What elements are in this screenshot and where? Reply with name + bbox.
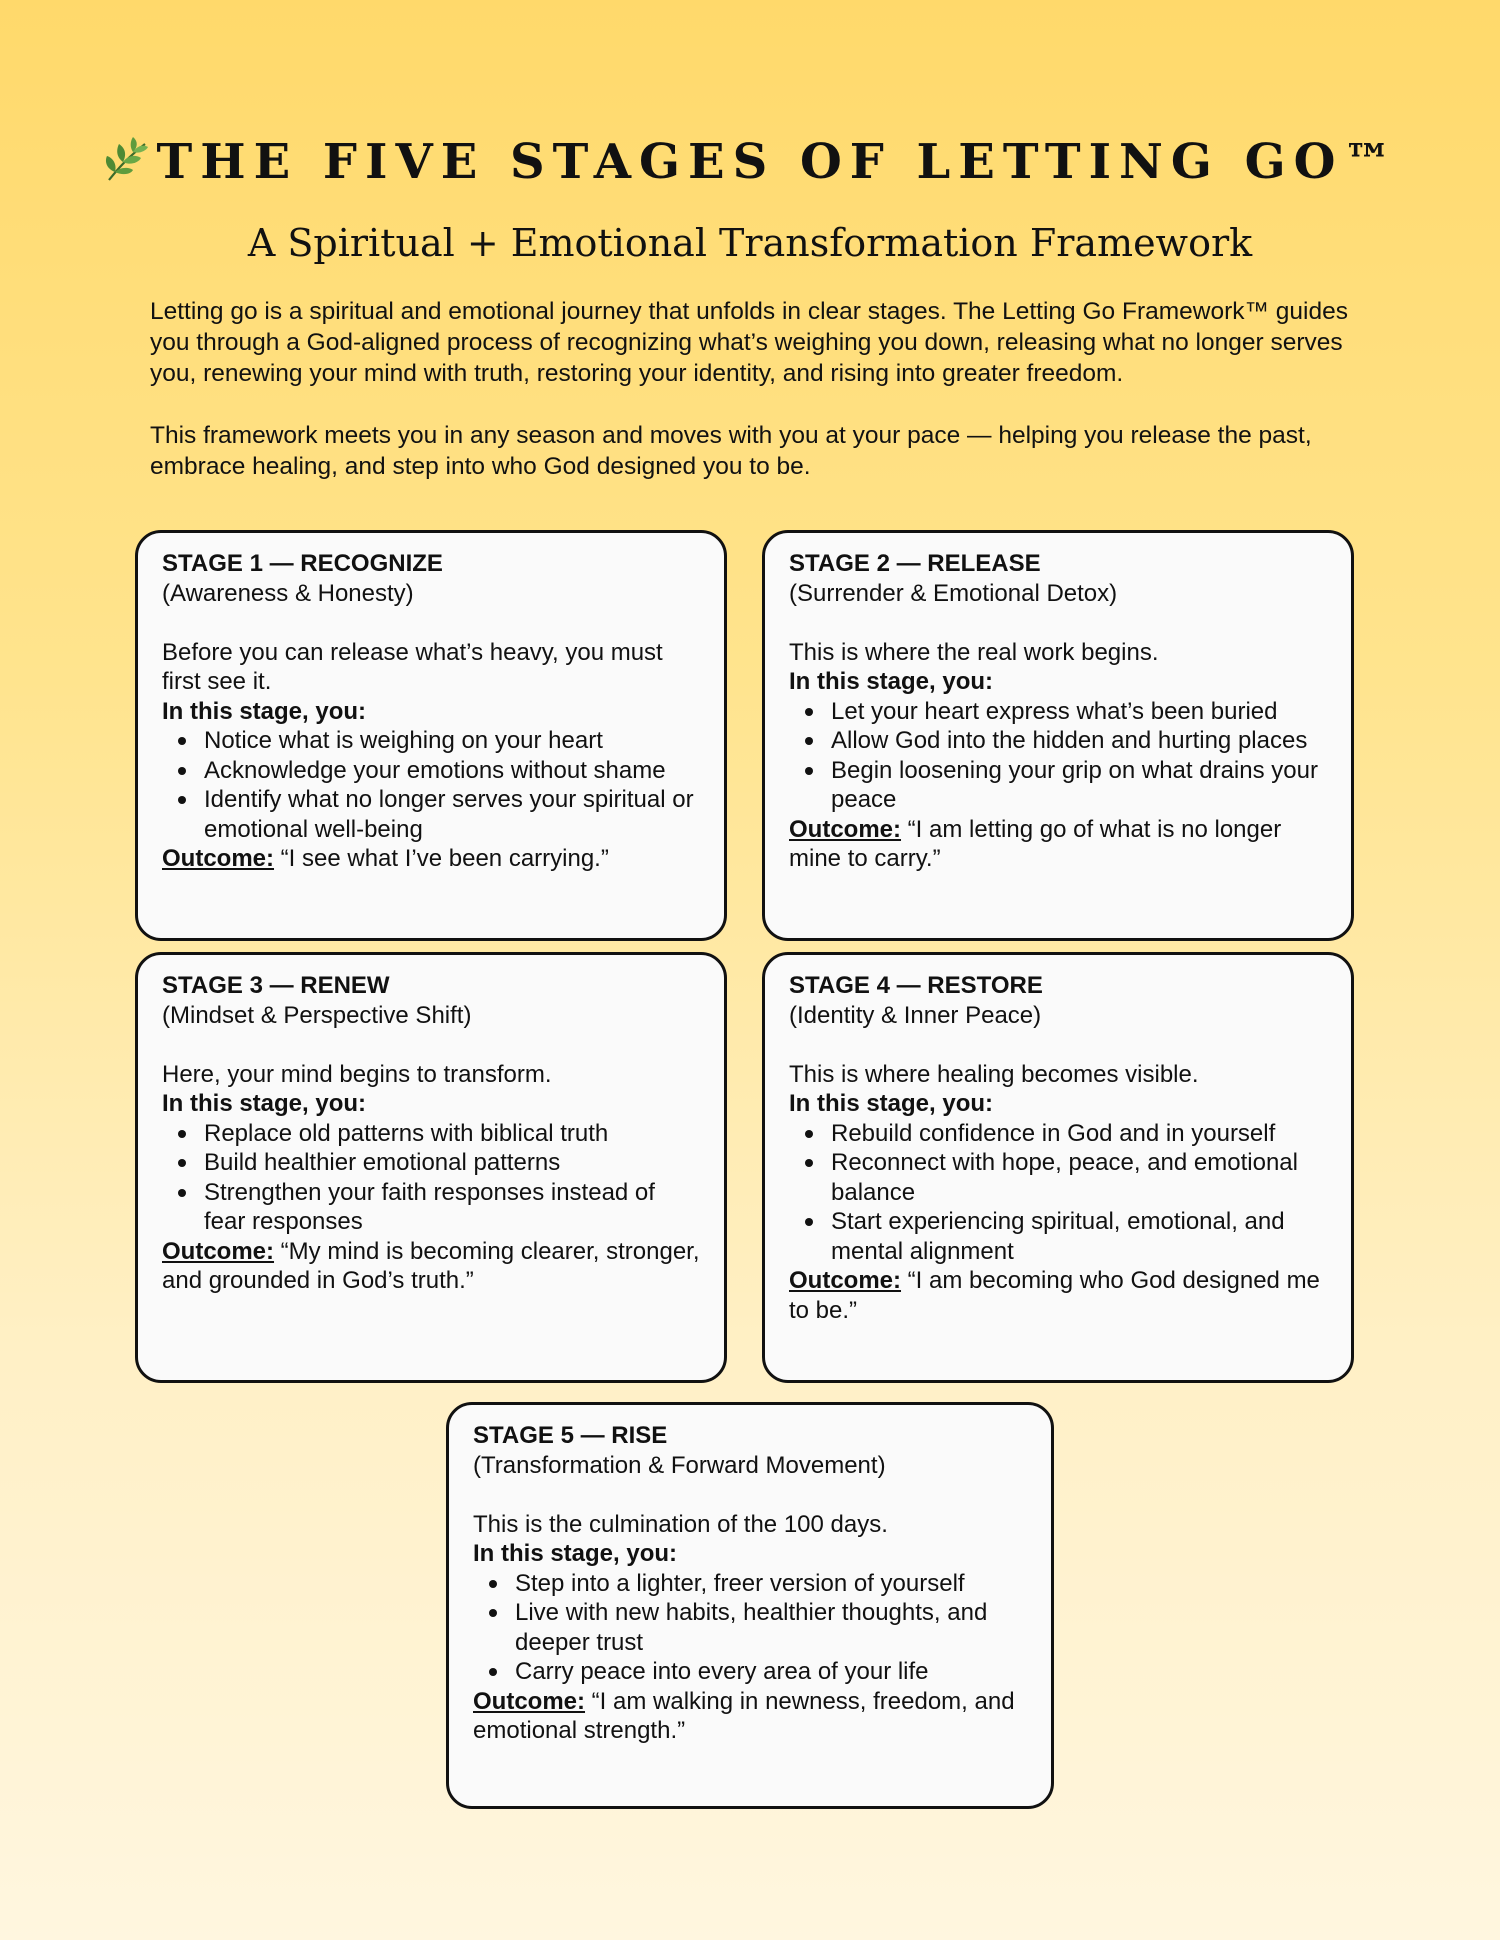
stage-list	[162, 726, 700, 844]
list-item: Notice what is weighing on your heart	[162, 726, 700, 756]
page-title-text: THE FIVE STAGES OF LETTING GO™	[156, 134, 1400, 190]
stage-outcome	[162, 844, 700, 874]
stage-list	[473, 1569, 1027, 1687]
stage-lead: In this stage, you:	[789, 668, 994, 695]
list-item: Begin loosening your grip on what drains your peace	[789, 756, 1327, 815]
list-item: Acknowledge your emotions without shame	[162, 756, 700, 786]
list-item: Identify what no longer serves your spiritual or emotional well-being	[162, 785, 700, 844]
stage-intro: Here, your mind begins to transform.	[162, 1060, 552, 1088]
stage-outcome	[789, 815, 1327, 874]
list-item: Let your heart express what’s been buried	[789, 697, 1327, 727]
outcome-label: Outcome:	[162, 1237, 275, 1265]
stage-card-3	[135, 952, 727, 1383]
outcome-label: Outcome:	[789, 815, 902, 843]
stage-card-5	[446, 1402, 1054, 1809]
intro-paragraph-1: Letting go is a spiritual and emotional journey that unfolds in clear stages. The Letting Go Framework™ guides you through a God-aligned process of recognizing what’s weighing you down, releasing what no longer serves you, renewing your mind with truth, restoring your identity, and rising into greater freedom.	[150, 298, 1348, 387]
list-item: Carry peace into every area of your life	[473, 1657, 1027, 1687]
stage-list	[789, 1119, 1327, 1267]
outcome-text: “I am becoming who God designed me to be.”	[789, 1267, 1320, 1324]
stage-title: STAGE 4 — RESTORE	[789, 972, 1043, 999]
outcome-label: Outcome:	[789, 1267, 902, 1294]
list-item: Step into a lighter, freer version of yourself	[473, 1569, 1027, 1599]
stage-subtitle: (Identity & Inner Peace)	[789, 1001, 1042, 1029]
list-item: Build healthier emotional patterns	[162, 1148, 700, 1178]
stage-title: STAGE 3 — RENEW	[162, 972, 390, 999]
list-item: Rebuild confidence in God and in yourself	[789, 1119, 1327, 1149]
stage-lead: In this stage, you:	[162, 1090, 367, 1117]
stage-intro: Before you can release what’s heavy, you must first see it.	[162, 638, 663, 695]
page-subtitle: A Spiritual + Emotional Transformation Framework	[247, 221, 1253, 265]
stage-outcome	[473, 1687, 1027, 1746]
outcome-text: “I am walking in newness, freedom, and emotional strength.”	[473, 1687, 1015, 1744]
list-item: Strengthen your faith responses instead of fear responses	[162, 1178, 700, 1237]
outcome-label: Outcome:	[162, 845, 275, 872]
stage-subtitle: (Mindset & Perspective Shift)	[162, 1001, 472, 1029]
intro-paragraph-2: This framework meets you in any season and moves with you at your pace — helping you release the past, embrace healing, and step into who God designed you to be.	[150, 422, 1312, 480]
stage-lead: In this stage, you:	[162, 697, 367, 725]
stage-subtitle: (Surrender & Emotional Detox)	[789, 579, 1118, 607]
list-item: Live with new habits, healthier thoughts, and deeper trust	[473, 1598, 1027, 1657]
list-item: Allow God into the hidden and hurting places	[789, 726, 1327, 756]
stage-outcome	[162, 1237, 700, 1296]
leaf-icon	[101, 134, 153, 186]
stage-title: STAGE 1 — RECOGNIZE	[162, 550, 443, 577]
stage-card-2	[762, 530, 1354, 941]
stage-subtitle: (Transformation & Forward Movement)	[473, 1451, 886, 1479]
outcome-text: “I am letting go of what is no longer mine to carry.”	[789, 815, 1282, 872]
stage-lead: In this stage, you:	[789, 1090, 994, 1117]
stage-list	[162, 1119, 700, 1237]
outcome-text: “I see what I’ve been carrying.”	[274, 845, 609, 872]
page-title	[0, 130, 1500, 194]
stage-title: STAGE 5 — RISE	[473, 1422, 668, 1449]
intro-text	[150, 296, 1390, 482]
stage-subtitle: (Awareness & Honesty)	[162, 579, 414, 607]
stage-list	[789, 697, 1327, 815]
stage-intro: This is the culmination of the 100 days.	[473, 1510, 888, 1538]
stage-lead: In this stage, you:	[473, 1540, 678, 1567]
stage-card-1	[135, 530, 727, 941]
list-item: Replace old patterns with biblical truth	[162, 1119, 700, 1149]
stage-card-4	[762, 952, 1354, 1383]
list-item: Start experiencing spiritual, emotional, and mental alignment	[789, 1207, 1327, 1266]
stage-intro: This is where healing becomes visible.	[789, 1060, 1199, 1088]
outcome-label: Outcome:	[473, 1687, 586, 1715]
stage-title: STAGE 2 — RELEASE	[789, 550, 1041, 577]
outcome-text: “My mind is becoming clearer, stronger, and grounded in God’s truth.”	[162, 1237, 700, 1294]
stage-intro: This is where the real work begins.	[789, 638, 1159, 666]
list-item: Reconnect with hope, peace, and emotional balance	[789, 1148, 1327, 1207]
stage-outcome	[789, 1266, 1327, 1325]
